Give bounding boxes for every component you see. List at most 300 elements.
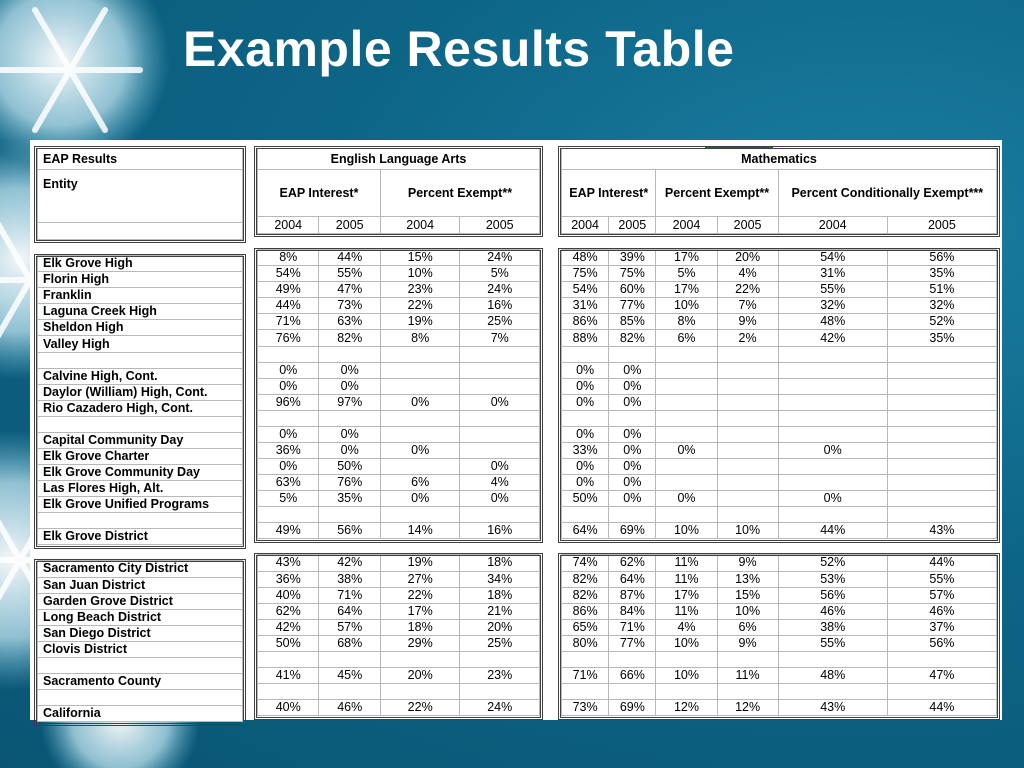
blank-cell [887, 651, 996, 667]
math-value-cell: 0% [609, 378, 656, 394]
ela-value-cell: 23% [460, 667, 540, 683]
entity-name: Elk Grove Unified Programs [38, 497, 243, 513]
table-row [258, 555, 540, 571]
ela-value-cell [380, 378, 460, 394]
math-value-cell: 10% [656, 298, 717, 314]
blank-cell [562, 410, 609, 426]
table-row [38, 593, 243, 609]
blank-cell [380, 684, 460, 700]
ela-value-cell: 63% [319, 314, 380, 330]
table-row [258, 523, 540, 539]
math-value-cell: 13% [717, 571, 778, 587]
math-value-cell: 86% [562, 603, 609, 619]
ela-value-cell: 0% [319, 442, 380, 458]
ela-value-cell: 8% [380, 330, 460, 346]
math-value-cell: 56% [887, 250, 996, 266]
table-row [38, 272, 243, 288]
year-cell: 2004 [778, 217, 887, 234]
math-value-cell: 35% [887, 266, 996, 282]
math-value-cell: 15% [717, 587, 778, 603]
ela-value-cell: 35% [319, 491, 380, 507]
table-row [562, 603, 997, 619]
math-value-cell [887, 459, 996, 475]
math-value-cell: 5% [656, 266, 717, 282]
year-cell: 2005 [319, 217, 380, 234]
table-row [562, 426, 997, 442]
blank-cell [319, 651, 380, 667]
math-value-cell [887, 362, 996, 378]
math-value-cell: 10% [656, 667, 717, 683]
table-row [258, 394, 540, 410]
blank-cell [38, 240, 243, 256]
ela-value-cell: 62% [258, 603, 319, 619]
math-value-cell: 0% [562, 394, 609, 410]
ela-value-cell: 25% [460, 635, 540, 651]
table-row [258, 603, 540, 619]
table-row [38, 625, 243, 641]
math-value-cell: 75% [609, 266, 656, 282]
blank-cell [460, 410, 540, 426]
ela-value-cell: 34% [460, 571, 540, 587]
math-value-cell [778, 394, 887, 410]
math-value-cell: 52% [887, 314, 996, 330]
group-separator [562, 539, 997, 555]
math-value-cell: 37% [887, 619, 996, 635]
ela-value-cell: 41% [258, 667, 319, 683]
math-value-cell: 0% [562, 475, 609, 491]
ela-value-cell: 8% [258, 250, 319, 266]
blank-cell [258, 507, 319, 523]
math-value-cell: 2% [717, 330, 778, 346]
entity-name: Valley High [38, 336, 243, 352]
ela-value-cell: 18% [460, 587, 540, 603]
ela-value-cell: 22% [380, 587, 460, 603]
ela-table [257, 148, 540, 716]
ela-value-cell: 97% [319, 394, 380, 410]
entity-table [37, 148, 243, 722]
blank-cell [717, 346, 778, 362]
entity-name: San Juan District [38, 577, 243, 593]
table-row [258, 619, 540, 635]
blank-cell [38, 416, 243, 432]
year-cell: 2005 [460, 217, 540, 234]
table-row [258, 475, 540, 491]
math-value-cell: 39% [609, 250, 656, 266]
blank-cell [319, 684, 380, 700]
ela-value-cell: 24% [460, 700, 540, 716]
blank-cell [562, 346, 609, 362]
year-cell: 2005 [887, 217, 996, 234]
table-row [562, 298, 997, 314]
table-row [38, 288, 243, 304]
ela-value-cell [460, 442, 540, 458]
blank-cell [380, 346, 460, 362]
blank-cell [319, 410, 380, 426]
ela-value-cell: 38% [319, 571, 380, 587]
math-value-cell: 74% [562, 555, 609, 571]
math-value-cell: 11% [717, 667, 778, 683]
table-row [258, 426, 540, 442]
ela-value-cell: 40% [258, 700, 319, 716]
ela-value-cell: 16% [460, 298, 540, 314]
math-value-cell [656, 378, 717, 394]
math-value-cell: 0% [562, 378, 609, 394]
math-value-cell: 32% [887, 298, 996, 314]
math-col-header: Percent Conditionally Exempt*** [778, 170, 996, 217]
blank-cell [38, 690, 243, 706]
blank-cell [38, 545, 243, 561]
entity-name: Florin High [38, 272, 243, 288]
table-row [38, 641, 243, 657]
math-group-header: Mathematics [562, 149, 997, 170]
math-value-cell: 69% [609, 700, 656, 716]
blank-cell [656, 410, 717, 426]
eap-results-header: EAP Results [38, 149, 243, 170]
math-value-cell: 11% [656, 555, 717, 571]
ela-value-cell: 42% [258, 619, 319, 635]
table-row [562, 491, 997, 507]
table-row [258, 667, 540, 683]
math-value-cell: 54% [562, 282, 609, 298]
math-value-cell: 86% [562, 314, 609, 330]
ela-value-cell: 15% [380, 250, 460, 266]
math-value-cell: 31% [562, 298, 609, 314]
math-value-cell [717, 394, 778, 410]
math-value-cell: 7% [717, 298, 778, 314]
math-value-cell: 0% [778, 491, 887, 507]
ela-value-cell: 44% [319, 250, 380, 266]
table-row [258, 635, 540, 651]
math-value-cell: 10% [717, 603, 778, 619]
math-value-cell: 8% [656, 314, 717, 330]
table-row [562, 330, 997, 346]
ela-value-cell: 0% [258, 426, 319, 442]
entity-name: Sacramento City District [38, 561, 243, 577]
math-value-cell: 64% [562, 523, 609, 539]
table-row [258, 442, 540, 458]
table-row [258, 459, 540, 475]
math-value-cell: 44% [887, 555, 996, 571]
year-cell: 2005 [609, 217, 656, 234]
table-row [38, 609, 243, 625]
ela-value-cell: 29% [380, 635, 460, 651]
math-value-cell: 43% [778, 700, 887, 716]
blank-cell [778, 507, 887, 523]
math-value-cell: 57% [887, 587, 996, 603]
math-value-cell: 0% [609, 362, 656, 378]
blank-cell [609, 651, 656, 667]
ela-value-cell: 76% [319, 475, 380, 491]
entity-name: Franklin [38, 288, 243, 304]
blank-cell [258, 410, 319, 426]
ela-value-cell: 19% [380, 555, 460, 571]
ela-value-cell: 5% [258, 491, 319, 507]
group-separator [38, 545, 243, 561]
blank-cell [609, 346, 656, 362]
ela-value-cell: 25% [460, 314, 540, 330]
ela-value-cell: 49% [258, 282, 319, 298]
table-row [562, 362, 997, 378]
table-row [38, 352, 243, 368]
math-value-cell: 51% [887, 282, 996, 298]
math-value-cell: 60% [609, 282, 656, 298]
ela-value-cell: 0% [258, 362, 319, 378]
math-value-cell: 0% [609, 394, 656, 410]
blank-cell [887, 684, 996, 700]
ela-value-cell: 45% [319, 667, 380, 683]
table-row [258, 362, 540, 378]
table-row [38, 416, 243, 432]
table-row [38, 673, 243, 689]
math-value-cell [778, 475, 887, 491]
entity-name: Sheldon High [38, 320, 243, 336]
table-row [562, 378, 997, 394]
math-value-cell: 0% [609, 475, 656, 491]
math-value-cell: 44% [887, 700, 996, 716]
ela-value-cell: 64% [319, 603, 380, 619]
math-value-cell: 0% [562, 459, 609, 475]
math-value-cell: 35% [887, 330, 996, 346]
math-value-cell: 17% [656, 587, 717, 603]
table-row [38, 304, 243, 320]
ela-value-cell: 57% [319, 619, 380, 635]
blank-cell [778, 410, 887, 426]
ela-value-cell: 6% [380, 475, 460, 491]
entity-name: California [38, 706, 243, 722]
entity-name: Sacramento County [38, 673, 243, 689]
ela-value-cell: 22% [380, 700, 460, 716]
entity-name: Calvine High, Cont. [38, 368, 243, 384]
table-row [258, 330, 540, 346]
blank-cell [380, 410, 460, 426]
blank-cell [258, 346, 319, 362]
table-row [562, 555, 997, 571]
table-row [38, 336, 243, 352]
ela-value-cell: 82% [319, 330, 380, 346]
blank-cell [258, 234, 540, 250]
table-row [38, 706, 243, 722]
ela-value-cell: 50% [319, 459, 380, 475]
math-value-cell: 0% [656, 442, 717, 458]
math-value-cell: 11% [656, 603, 717, 619]
table-row [562, 571, 997, 587]
table-row [562, 475, 997, 491]
math-value-cell [887, 491, 996, 507]
ela-value-cell: 0% [319, 426, 380, 442]
blank-cell [562, 234, 997, 250]
math-value-cell: 17% [656, 250, 717, 266]
ela-value-cell: 0% [460, 459, 540, 475]
math-value-cell: 0% [609, 426, 656, 442]
math-value-cell: 9% [717, 635, 778, 651]
table-row [258, 684, 540, 700]
slide-title: Example Results Table [183, 21, 735, 77]
blank-cell [609, 410, 656, 426]
table-row [38, 577, 243, 593]
math-value-cell [887, 442, 996, 458]
ela-value-cell: 76% [258, 330, 319, 346]
math-value-cell: 48% [778, 314, 887, 330]
math-value-cell: 12% [717, 700, 778, 716]
table-row [38, 256, 243, 272]
math-value-cell [887, 378, 996, 394]
table-row [38, 657, 243, 673]
entity-name: Clovis District [38, 641, 243, 657]
math-value-cell: 42% [778, 330, 887, 346]
math-value-cell: 0% [609, 459, 656, 475]
math-value-cell: 0% [778, 442, 887, 458]
table-row [258, 250, 540, 266]
ela-value-cell: 14% [380, 523, 460, 539]
table-row [562, 651, 997, 667]
table-row [38, 497, 243, 513]
math-value-cell: 56% [887, 635, 996, 651]
table-row [258, 587, 540, 603]
ela-group-header: English Language Arts [258, 149, 540, 170]
math-value-cell: 69% [609, 523, 656, 539]
blank-cell [887, 507, 996, 523]
ela-value-cell: 5% [460, 266, 540, 282]
math-value-cell: 65% [562, 619, 609, 635]
math-value-cell: 31% [778, 266, 887, 282]
math-value-cell [656, 475, 717, 491]
ela-col-header: Percent Exempt** [380, 170, 539, 217]
ela-value-cell [380, 362, 460, 378]
math-value-cell: 55% [778, 635, 887, 651]
blank-cell [258, 651, 319, 667]
math-value-cell: 12% [656, 700, 717, 716]
table-row [258, 314, 540, 330]
blank-cell [38, 352, 243, 368]
blank-cell [562, 539, 997, 555]
math-value-cell: 85% [609, 314, 656, 330]
math-value-cell: 77% [609, 298, 656, 314]
year-cell: 2004 [656, 217, 717, 234]
math-value-cell [656, 362, 717, 378]
blank-cell [460, 507, 540, 523]
math-value-cell: 62% [609, 555, 656, 571]
table-row [562, 346, 997, 362]
math-value-cell: 48% [778, 667, 887, 683]
math-value-cell [778, 378, 887, 394]
table-row [258, 266, 540, 282]
table-row [38, 384, 243, 400]
ela-value-cell: 56% [319, 523, 380, 539]
blank-cell [609, 507, 656, 523]
math-value-cell [717, 442, 778, 458]
table-row [258, 378, 540, 394]
ela-value-cell [460, 426, 540, 442]
math-value-cell: 52% [778, 555, 887, 571]
table-row [38, 400, 243, 416]
ela-value-cell: 44% [258, 298, 319, 314]
math-value-cell: 50% [562, 491, 609, 507]
table-row [562, 507, 997, 523]
table-row [38, 448, 243, 464]
blank-cell [38, 513, 243, 529]
math-value-cell [717, 362, 778, 378]
math-value-cell: 77% [609, 635, 656, 651]
math-value-cell: 0% [562, 426, 609, 442]
entity-name: Las Flores High, Alt. [38, 481, 243, 497]
ela-value-cell: 0% [460, 394, 540, 410]
table-row [258, 298, 540, 314]
math-value-cell [717, 475, 778, 491]
math-value-cell: 87% [609, 587, 656, 603]
ela-value-cell: 20% [460, 619, 540, 635]
ela-value-cell: 24% [460, 250, 540, 266]
ela-value-cell: 0% [380, 442, 460, 458]
math-value-cell: 43% [887, 523, 996, 539]
table-row [38, 320, 243, 336]
table-row [258, 651, 540, 667]
math-value-cell: 38% [778, 619, 887, 635]
blank-cell [609, 684, 656, 700]
math-value-cell: 10% [656, 523, 717, 539]
ela-value-cell: 36% [258, 571, 319, 587]
math-value-cell: 0% [609, 491, 656, 507]
ela-col-header: EAP Interest* [258, 170, 381, 217]
blank-cell [380, 651, 460, 667]
blank-cell [656, 346, 717, 362]
ela-value-cell: 46% [319, 700, 380, 716]
math-value-cell [717, 426, 778, 442]
table-row [562, 394, 997, 410]
math-value-cell: 44% [778, 523, 887, 539]
blank-cell [887, 410, 996, 426]
math-value-cell: 55% [887, 571, 996, 587]
year-cell: 2004 [562, 217, 609, 234]
math-value-cell [887, 475, 996, 491]
blank-cell [887, 346, 996, 362]
math-value-cell: 71% [562, 667, 609, 683]
ela-value-cell: 21% [460, 603, 540, 619]
group-separator [258, 539, 540, 555]
table-row [562, 684, 997, 700]
entity-header: Entity [38, 170, 243, 223]
math-value-cell [887, 394, 996, 410]
entity-name: Elk Grove High [38, 256, 243, 272]
ela-value-cell: 68% [319, 635, 380, 651]
entity-name: Elk Grove Charter [38, 448, 243, 464]
math-value-cell: 22% [717, 282, 778, 298]
blank-cell [38, 657, 243, 673]
blank-cell [717, 684, 778, 700]
entity-name: Elk Grove District [38, 529, 243, 545]
table-row [38, 432, 243, 448]
table-row [38, 513, 243, 529]
ela-value-cell: 0% [319, 362, 380, 378]
ela-value-cell: 17% [380, 603, 460, 619]
entity-name: Long Beach District [38, 609, 243, 625]
ela-value-cell: 16% [460, 523, 540, 539]
table-row [38, 690, 243, 706]
math-value-cell: 0% [609, 442, 656, 458]
table-row [258, 571, 540, 587]
blank-cell [380, 507, 460, 523]
ela-value-cell: 18% [460, 555, 540, 571]
math-value-cell: 32% [778, 298, 887, 314]
entity-name: San Diego District [38, 625, 243, 641]
math-value-cell: 20% [717, 250, 778, 266]
ela-value-cell: 20% [380, 667, 460, 683]
ela-value-cell: 27% [380, 571, 460, 587]
ela-value-cell: 55% [319, 266, 380, 282]
table-row [562, 700, 997, 716]
blank-cell [778, 651, 887, 667]
math-value-cell: 84% [609, 603, 656, 619]
math-value-cell: 54% [778, 250, 887, 266]
